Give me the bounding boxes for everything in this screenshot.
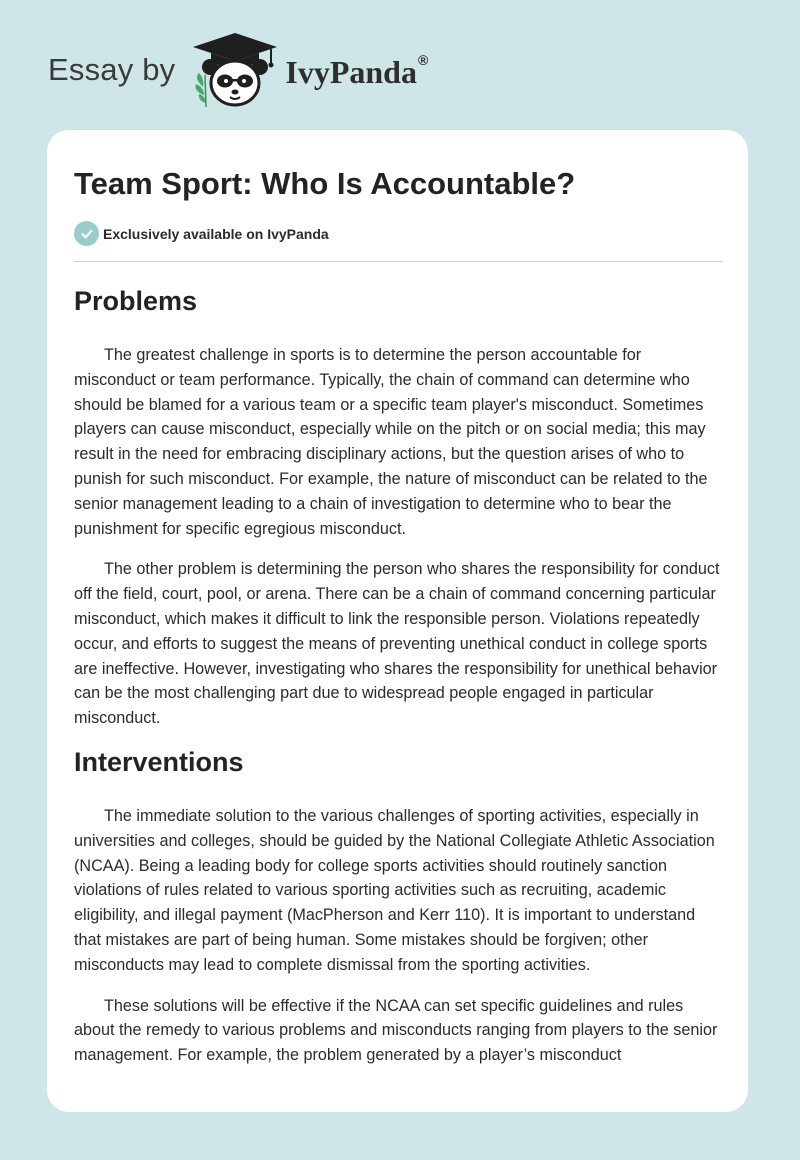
title-divider: [74, 261, 723, 262]
paragraph: The other problem is determining the person who shares the responsibility for conduct off the field, court, pool, or arena. There can be a chain of command concerning particular misconduct, which makes it difficult to link the responsible person. Violations repeatedly occur, and efforts to suggest the means of preventing unethical conduct in college sports are ineffective. However, investigating who shares the responsibility for unethical behavior can be the most challenging part due to widespread people engaged in particular misconduct.: [74, 560, 720, 728]
article-body: [74, 282, 723, 1068]
essay-card: [47, 130, 748, 1112]
section-heading-problems: Problems: [74, 286, 198, 316]
paragraph: These solutions will be effective if the NCAA can set specific guidelines and rules about the remedy to various problems and misconducts ranging from players to the senior management. For example, the problem generated by a player’s misconduct: [74, 996, 718, 1065]
paragraph: The immediate solution to the various challenges of sporting activities, especially in universities and colleges, should be guided by the National Collegiate Athletic Association (NCAA). Being a leading body for college sports activities should routinely sanction violations of rules related to various sporting activities such as recruiting, academic eligibility, and illegal payment (MacPherson and Kerr 110). It is important to understand that mistakes are part of being human. Some mistakes should be forgiven; other misconducts may lead to complete dismissal from the sporting activities.: [74, 806, 715, 974]
check-circle-icon: [74, 221, 99, 246]
brand-prefix: Essay by: [48, 52, 176, 87]
exclusive-badge: [74, 221, 329, 246]
brand-name: IvyPanda: [285, 53, 417, 90]
registered-mark: ®: [417, 52, 429, 68]
page-title: Team Sport: Who Is Accountable?: [74, 166, 576, 201]
paragraph: The greatest challenge in sports is to determine the person accountable for misconduct or team performance. Typically, the chain of command can determine who should be blamed for a various team or a specific team player's misconduct. Sometimes players can cause misconduct, especially while on the pitch or on social media; this may result in the need for embracing disciplinary actions, but the question arises of who to punish for such misconduct. For example, the nature of misconduct can be related to the senior management leading to a chain of investigation to determine who to bear the punishment for specific egregious misconduct.: [74, 346, 708, 538]
panda-graduation-cap-icon: [189, 31, 281, 109]
brand-header: [48, 30, 428, 110]
exclusive-badge-label: Exclusively available on IvyPanda: [103, 225, 329, 242]
section-heading-interventions: Interventions: [74, 746, 244, 777]
